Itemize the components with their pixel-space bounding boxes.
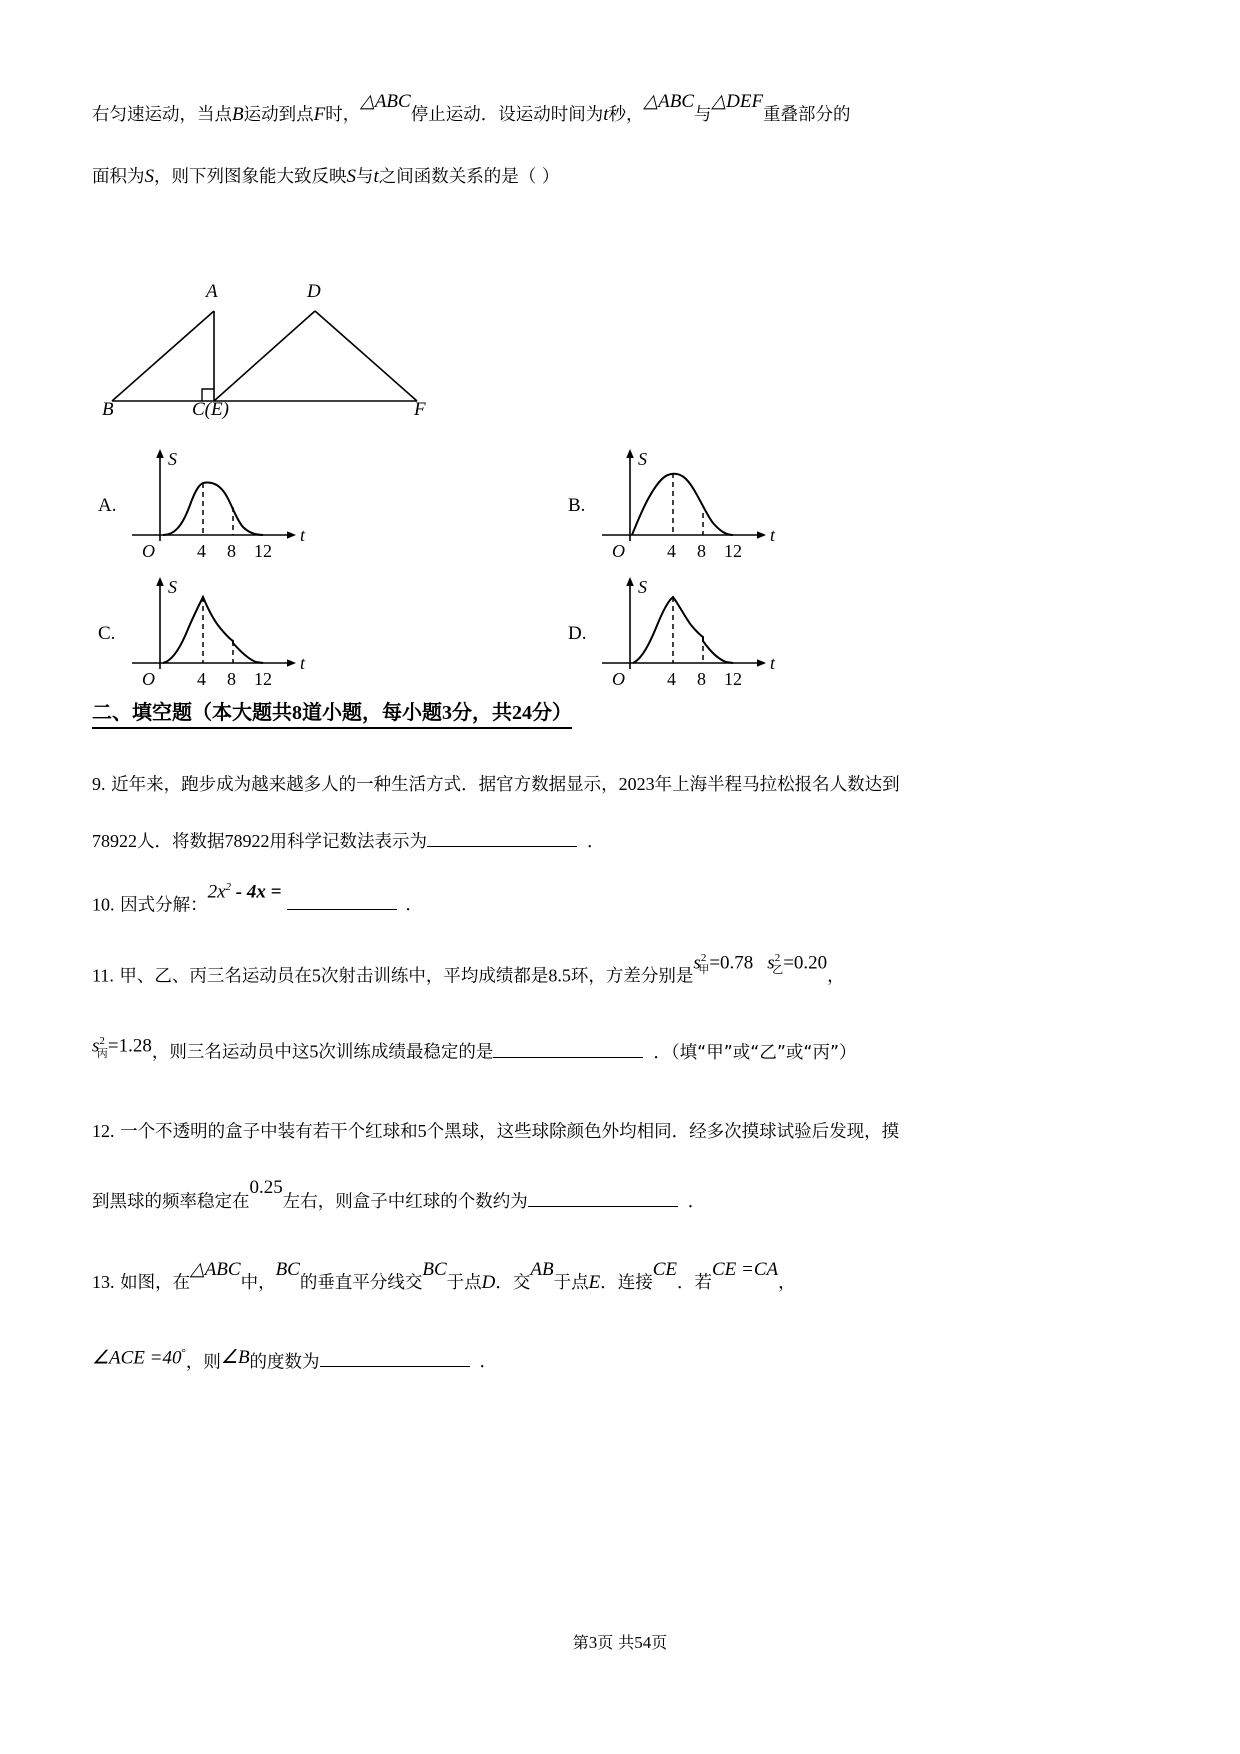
- question-13-text-j: 的度数为: [249, 1351, 320, 1372]
- q8-math-triangle-abc-2: △ABC: [643, 91, 694, 112]
- section-2-heading: [92, 696, 572, 729]
- option-B[interactable]: [562, 443, 862, 563]
- svg-text:4: 4: [667, 669, 676, 689]
- question-10-answer-blank[interactable]: [287, 894, 397, 910]
- option-A[interactable]: [92, 443, 392, 563]
- q11-s1-sup: 2: [700, 952, 707, 965]
- question-13-answer-blank[interactable]: [320, 1351, 470, 1367]
- q8-point-f: F: [313, 104, 326, 125]
- svg-text:S: S: [168, 449, 177, 469]
- question-11-times: 5: [309, 1041, 319, 1062]
- question-11-variance-bing: [92, 1005, 152, 1089]
- q8-point-b: B: [232, 104, 244, 125]
- q11-s3-sup: 2: [99, 1035, 105, 1048]
- question-11-text-a: 甲、乙、丙三名运动员在: [119, 966, 312, 987]
- triangles-svg: [102, 293, 502, 418]
- question-11-text-c: 环，方差分别是: [570, 966, 694, 987]
- q8-var-t: t: [603, 104, 609, 125]
- question-13-triangle-abc: △ABC: [190, 1258, 241, 1280]
- q8-text-a: 右匀速运动，当点: [92, 105, 232, 125]
- question-11-mean: 8.5: [548, 965, 571, 986]
- question-13-seg-bc-1: BC: [275, 1258, 300, 1280]
- question-10-expression: [208, 859, 282, 920]
- footer-prefix: 第: [572, 1633, 589, 1652]
- q8-stem-line1: [92, 88, 851, 142]
- question-11-line1: [92, 943, 1167, 1011]
- footer-middle: 页 共: [597, 1633, 635, 1652]
- question-13-seg-ab: AB: [530, 1258, 554, 1280]
- q8-math-triangle-abc-1: △ABC: [360, 91, 411, 112]
- label-CE: C(E): [192, 399, 229, 420]
- q8-stem-line2: [92, 150, 559, 204]
- q8-var-s-2: S: [346, 166, 356, 187]
- question-12-line2: [92, 1163, 1167, 1241]
- option-C-letter: C.: [98, 623, 116, 644]
- option-B-graph: [592, 443, 822, 568]
- question-12-text-d: 左右，则盒子中红球的个数约为: [282, 1191, 528, 1212]
- question-10-label: 因式分解：: [120, 895, 208, 916]
- label-F: F: [414, 399, 426, 420]
- label-B: B: [102, 399, 114, 420]
- question-11-answer-blank[interactable]: [493, 1042, 643, 1058]
- question-11-variance-jia: [693, 930, 753, 998]
- section-2-detail-d: 分）: [532, 700, 572, 724]
- footer-page-number: 3: [588, 1633, 598, 1652]
- question-13: [92, 1245, 1167, 1399]
- question-9-line1: [92, 756, 1167, 813]
- question-9-text-a: 近年来，跑步成为越来越多人的一种生活方式．据官方数据显示，: [111, 775, 619, 795]
- question-11-comma: ，: [827, 966, 845, 987]
- section-2-points: 3: [442, 702, 452, 724]
- svg-text:8: 8: [227, 669, 236, 689]
- question-12-number: 12.: [92, 1120, 115, 1141]
- svg-text:O: O: [142, 541, 155, 561]
- svg-text:O: O: [612, 669, 625, 689]
- q10-expr-b: - 4x =: [231, 881, 282, 903]
- question-9-number: 9.: [92, 774, 106, 794]
- option-D[interactable]: [562, 571, 862, 691]
- question-11-text-d: ，则三名运动员中这: [151, 1042, 310, 1063]
- question-10-period: ．: [405, 895, 423, 916]
- question-11-text-f: ．（填“甲”或“乙”或“丙”）: [653, 1042, 857, 1063]
- q8-text-i: 与: [694, 105, 712, 125]
- question-12-text-b: 个黑球，这些球除颜色外均相同．经多次摸球试验后发现，摸: [426, 1121, 900, 1142]
- svg-text:12: 12: [254, 669, 272, 689]
- question-10: [92, 872, 1167, 933]
- question-13-text-a: 如图，在: [120, 1272, 191, 1293]
- question-13-line2: [92, 1320, 1167, 1399]
- svg-text:O: O: [612, 541, 625, 561]
- svg-text:8: 8: [697, 669, 706, 689]
- option-A-graph: [122, 443, 352, 568]
- q13-angle-text: ∠ACE =40: [92, 1346, 182, 1368]
- question-13-number: 13.: [92, 1271, 115, 1292]
- option-C-graph: [122, 571, 352, 696]
- q8-var-s-1: S: [144, 166, 154, 187]
- q11-s1: s: [693, 952, 701, 974]
- question-12-text-c: 到黑球的频率稳定在: [92, 1191, 250, 1212]
- svg-text:8: 8: [227, 541, 236, 561]
- q8-text-h: 秒，: [608, 105, 644, 125]
- question-11: [92, 943, 1167, 1095]
- question-13-point-d: D: [481, 1271, 496, 1293]
- question-13-text-f: 于点: [553, 1272, 589, 1293]
- label-D: D: [307, 281, 321, 302]
- q10-expr-sup: 2: [225, 881, 232, 893]
- question-13-comma: ，: [778, 1272, 796, 1293]
- svg-text:8: 8: [697, 541, 706, 561]
- question-13-text-d: 于点: [446, 1272, 482, 1293]
- option-D-letter: D.: [568, 623, 587, 644]
- question-12: [92, 1100, 1167, 1241]
- svg-text:S: S: [168, 577, 177, 597]
- question-11-variance-yi: [767, 930, 827, 998]
- question-13-seg-ce: CE: [652, 1258, 677, 1280]
- svg-text:4: 4: [197, 541, 206, 561]
- question-11-text-e: 次训练成绩最稳定的是: [318, 1042, 494, 1063]
- q8-l2-e: 与: [356, 167, 374, 187]
- question-13-text-b: 中，: [240, 1272, 276, 1293]
- q11-s3-sub: 丙: [96, 1046, 108, 1060]
- q11-s3: s: [92, 1035, 100, 1057]
- q11-s2-sup: 2: [774, 952, 781, 965]
- question-9-text-d: 用科学记数法表示为: [269, 832, 427, 852]
- section-2-count: 8: [292, 702, 302, 724]
- option-D-graph: [592, 571, 822, 696]
- footer-page-total: 54: [634, 1633, 652, 1652]
- svg-text:4: 4: [667, 541, 676, 561]
- q11-s1-sub: 甲: [698, 963, 710, 977]
- question-12-frequency: 0.25: [249, 1176, 283, 1198]
- footer-suffix: 页: [651, 1633, 668, 1652]
- question-13-text-h: ．若: [676, 1272, 712, 1293]
- svg-text:t: t: [770, 653, 776, 673]
- svg-text:t: t: [300, 653, 306, 673]
- question-10-line1: [92, 872, 1167, 933]
- q8-text-j: 重叠部分的: [763, 105, 851, 125]
- option-B-letter: B.: [568, 495, 586, 516]
- question-13-eq-ce-ca: CE =CA: [711, 1258, 779, 1280]
- question-13-text-i: ，则: [185, 1351, 221, 1372]
- question-9-answer-blank[interactable]: [427, 831, 577, 847]
- svg-text:4: 4: [197, 669, 206, 689]
- question-11-number: 11.: [92, 965, 114, 986]
- svg-text:S: S: [638, 449, 647, 469]
- question-13-text-e: ．交: [495, 1272, 531, 1293]
- question-12-black-count: 5: [417, 1120, 427, 1141]
- q11-s2-val: =0.20: [783, 952, 828, 974]
- section-2-title: 二、填空题: [92, 700, 192, 724]
- svg-text:S: S: [638, 577, 647, 597]
- q8-options: [92, 443, 1152, 688]
- q11-s1-val: =0.78: [709, 952, 754, 974]
- q8-l2-a: 面积为: [92, 167, 145, 187]
- q11-s3-val: =1.28: [107, 1035, 152, 1057]
- question-10-number: 10.: [92, 894, 115, 915]
- q8-l2-c: ，则下列图象能大致反映: [154, 167, 347, 187]
- q10-expr-a: 2x: [207, 881, 226, 903]
- section-2-detail-a: （本大题共: [192, 700, 292, 724]
- question-13-line1: [92, 1245, 1167, 1320]
- q8-text-c: 运动到点: [243, 105, 314, 125]
- svg-text:O: O: [142, 669, 155, 689]
- q8-text-e: 时，: [325, 105, 361, 125]
- question-13-period: ．: [479, 1351, 498, 1372]
- svg-text:12: 12: [724, 669, 742, 689]
- question-13-seg-bc-2: BC: [422, 1258, 447, 1280]
- question-9-text-b: 年上海半程马拉松报名人数达到: [654, 775, 900, 795]
- question-11-line2: [92, 1011, 1167, 1095]
- svg-text:t: t: [770, 525, 776, 545]
- section-2-total: 24: [512, 702, 532, 724]
- question-9-text-c: 人．将数据: [137, 832, 225, 852]
- question-13-text-g: ．连接: [600, 1272, 653, 1293]
- svg-text:12: 12: [724, 541, 742, 561]
- question-13-text-c: 的垂直平分线交: [299, 1272, 423, 1293]
- q8-l2-g: 之间函数关系的是（ ）: [378, 167, 560, 187]
- question-9-year: 2023: [618, 774, 655, 794]
- page-footer: [0, 1630, 1240, 1653]
- option-A-letter: A.: [98, 495, 117, 516]
- q8-figure-triangles: [102, 281, 502, 420]
- label-A: A: [206, 281, 218, 302]
- question-11-shots: 5: [311, 965, 321, 986]
- option-C[interactable]: [92, 571, 392, 691]
- question-12-text-a: 一个不透明的盒子中装有若干个红球和: [120, 1121, 418, 1142]
- question-12-period: ．: [687, 1191, 706, 1212]
- question-9-period: ．: [587, 832, 605, 852]
- question-9-number-2: 78922: [224, 831, 270, 851]
- q13-degree-sign: °: [181, 1346, 186, 1359]
- question-12-answer-blank[interactable]: [528, 1191, 678, 1207]
- q11-s2: s: [767, 952, 775, 974]
- question-9-number-1: 78922: [92, 831, 137, 851]
- fill-blank-questions: [92, 756, 1167, 1405]
- section-2-detail-c: 分，共: [452, 700, 512, 724]
- question-13-angle-ace: [92, 1316, 186, 1395]
- section-2-detail-b: 道小题，每小题: [302, 700, 442, 724]
- q11-s2-sub: 乙: [772, 963, 784, 977]
- question-11-text-b: 次射击训练中，平均成绩都是: [320, 966, 549, 987]
- question-13-angle-b: ∠B: [220, 1346, 250, 1368]
- q8-var-t-2: t: [373, 166, 379, 187]
- question-9: [92, 756, 1167, 870]
- svg-text:t: t: [300, 525, 306, 545]
- question-13-point-e: E: [588, 1271, 601, 1293]
- svg-text:12: 12: [254, 541, 272, 561]
- q8-math-triangle-def: △DEF: [711, 91, 764, 112]
- q8-text-f: 停止运动．设运动时间为: [410, 105, 604, 125]
